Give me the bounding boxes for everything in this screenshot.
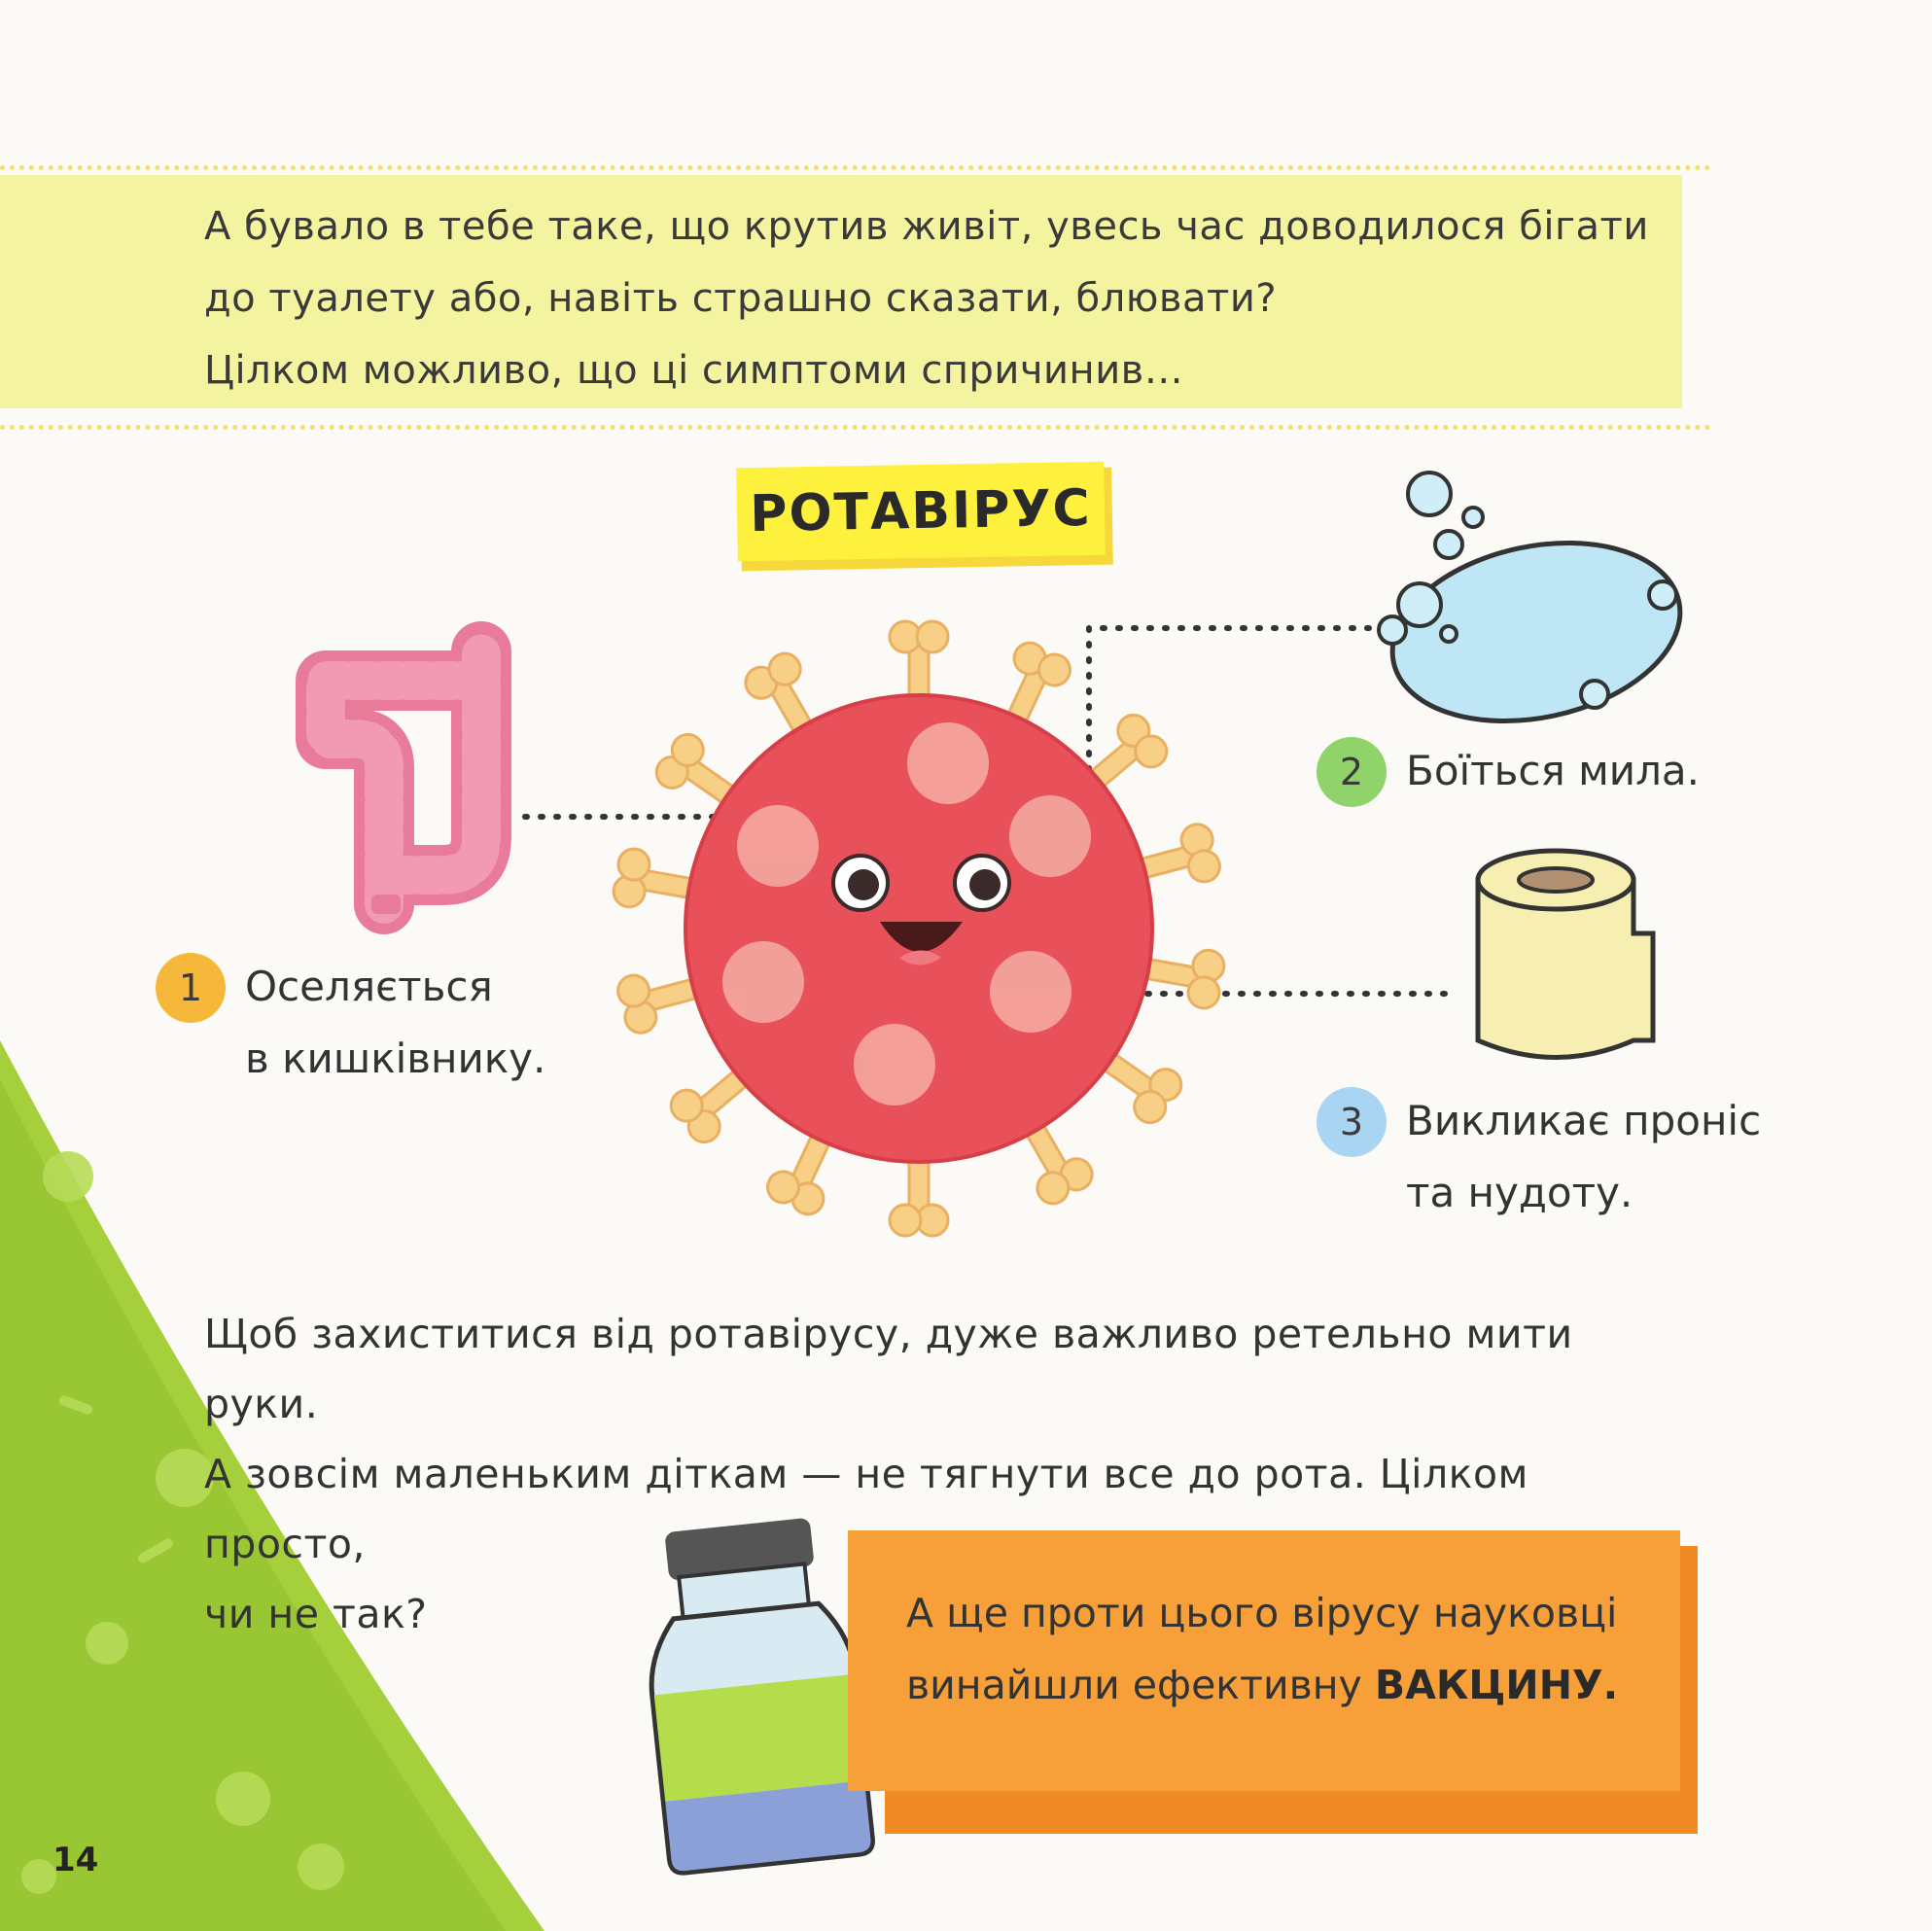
intestine-icon (326, 651, 481, 914)
body-line-2: А зовсім маленьким діткам — не тягнути все до рота. Цілком просто, (204, 1451, 1528, 1567)
fact-3-text: Викликає проніс та нудоту. (1406, 1097, 1762, 1216)
body-line-3: чи не так? (204, 1591, 428, 1637)
page-title: РОТАВІРУС (749, 478, 1093, 544)
fact-1-badge (156, 953, 226, 1023)
fact-2 (1317, 737, 1700, 807)
page-number: 14 (53, 1841, 99, 1879)
fact-3-number: 3 (1339, 1101, 1364, 1143)
rotavirus-icon (612, 621, 1227, 1236)
note-text-bold: ВАКЦИНУ. (1374, 1662, 1619, 1708)
intro-line-2: до туалету або, навіть страшно сказати, блювати? (204, 276, 1278, 321)
fact-1-number: 1 (178, 966, 203, 1009)
body-line-1: Щоб захиститися від ротавірусу, дуже важливо ретельно мити руки. (204, 1311, 1573, 1427)
intro-line-1: А бувало в тебе таке, що крутив живіт, увесь час доводилося бігати (204, 204, 1649, 249)
fact-3-badge (1317, 1087, 1387, 1157)
fact-1-text: Оселяється в кишківнику. (245, 963, 546, 1082)
vaccine-note-text (906, 1577, 1645, 1721)
fact-2-badge (1317, 737, 1387, 807)
fact-1 (156, 953, 545, 1095)
note-text-regular: А ще проти цього вірусу науковці винайшли ефективну (906, 1590, 1618, 1708)
intro-line-3: Цілком можливо, що ці симптоми спричинив… (204, 348, 1184, 393)
toilet-paper-icon (1478, 851, 1653, 1058)
fact-3 (1317, 1087, 1761, 1229)
fact-2-number: 2 (1339, 751, 1364, 793)
soap-icon (1376, 473, 1697, 746)
fact-2-text: Боїться мила. (1406, 747, 1701, 794)
